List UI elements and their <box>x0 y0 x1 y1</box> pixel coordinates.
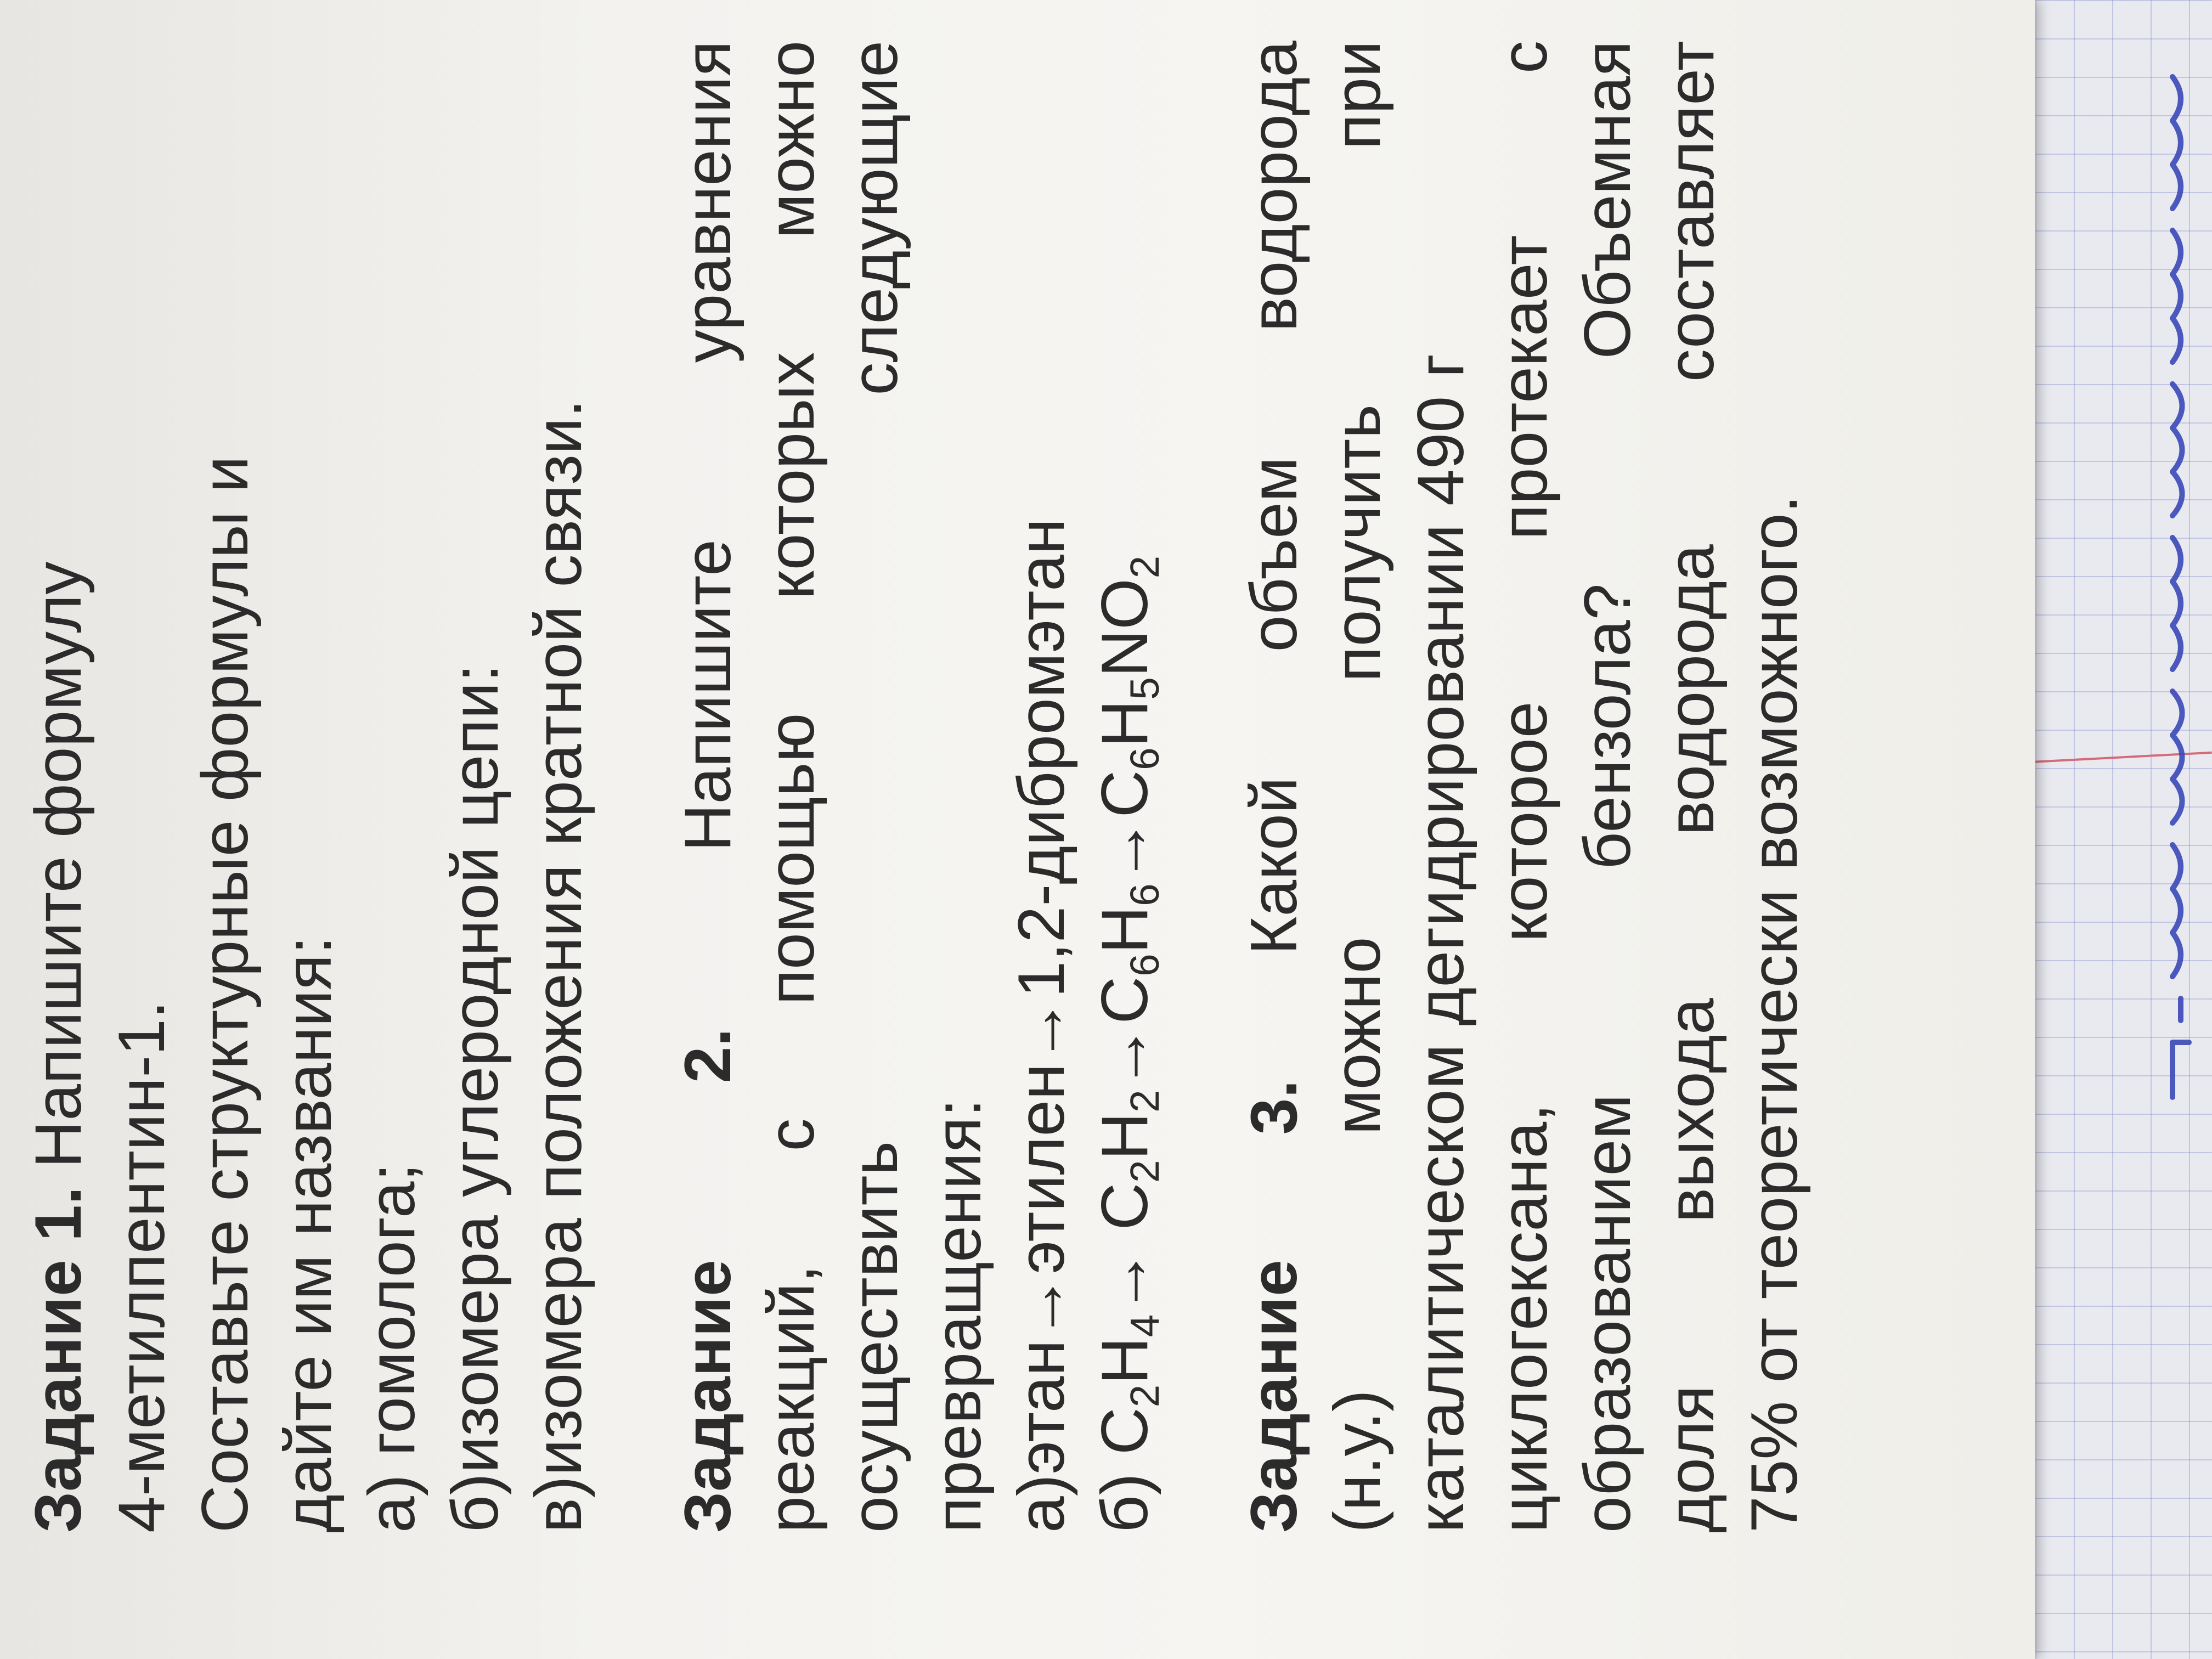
task2-item-a: а)этан→этилен→1,2-дибромэтан <box>1005 518 1078 1533</box>
task2-line4: превращения: <box>921 1098 995 1533</box>
task2-word: реакций, <box>754 1265 828 1533</box>
task2-word: можно <box>754 41 828 239</box>
task1-item-c: в)изомера положения кратной связи. <box>522 399 595 1533</box>
task3-line6: доля выхода водорода составляет <box>1654 41 1728 1533</box>
task1-item-b: б)изомера углеродной цепи: <box>438 664 512 1533</box>
task2-word: с <box>754 1118 828 1152</box>
task3-line4: циклогексана, которое протекает с <box>1487 41 1561 1533</box>
task2-word: помощью <box>754 713 828 1005</box>
task3-line5: образованием бензола? Объемная <box>1571 41 1644 1533</box>
task1-heading <box>16 41 100 1533</box>
task2-line2 <box>749 41 833 1533</box>
task2-word: осуществить <box>838 1141 911 1533</box>
task3-line7: 75% от теоретически возможного. <box>1737 495 1811 1533</box>
task3-number: 3. <box>1237 1080 1311 1135</box>
task1-line3: Составьте структурные формулы и <box>188 456 262 1533</box>
task3-line3: каталитическом дегидрировании 490 г <box>1404 353 1477 1533</box>
task2-word: уравнения <box>671 41 744 363</box>
task3-word: Какой <box>1237 777 1311 955</box>
task2-word: которых <box>754 352 828 600</box>
task3-label: Задание <box>1237 1260 1311 1533</box>
task2-label: Задание <box>671 1260 744 1533</box>
task1-text: Напишите формулу <box>21 561 95 1187</box>
task2-word: следующие <box>838 41 911 396</box>
task2-heading <box>666 41 749 1533</box>
worksheet-text <box>16 41 1816 1533</box>
task1-line2: 4-метилпентин-1. <box>105 1000 178 1533</box>
task3-word: водорода <box>1237 41 1311 332</box>
task3-heading <box>1232 41 1316 1533</box>
task1-line4: дайте им названия: <box>272 936 345 1533</box>
task2-line3 <box>833 41 916 1533</box>
task2-item-b: б) $C_2H_4\to C_2H_2\to C_6H_6\to C_6H_5NO_2$ <box>1088 555 1167 1533</box>
task2-word: Напишите <box>671 539 744 852</box>
task3-line2: (н.у.) можно получить при <box>1321 41 1394 1533</box>
task2-number: 2. <box>671 1028 744 1084</box>
task1-label: Задание 1. <box>21 1186 95 1533</box>
task1-item-a: а) гомолога; <box>355 1163 428 1533</box>
task3-word: объем <box>1237 456 1311 652</box>
